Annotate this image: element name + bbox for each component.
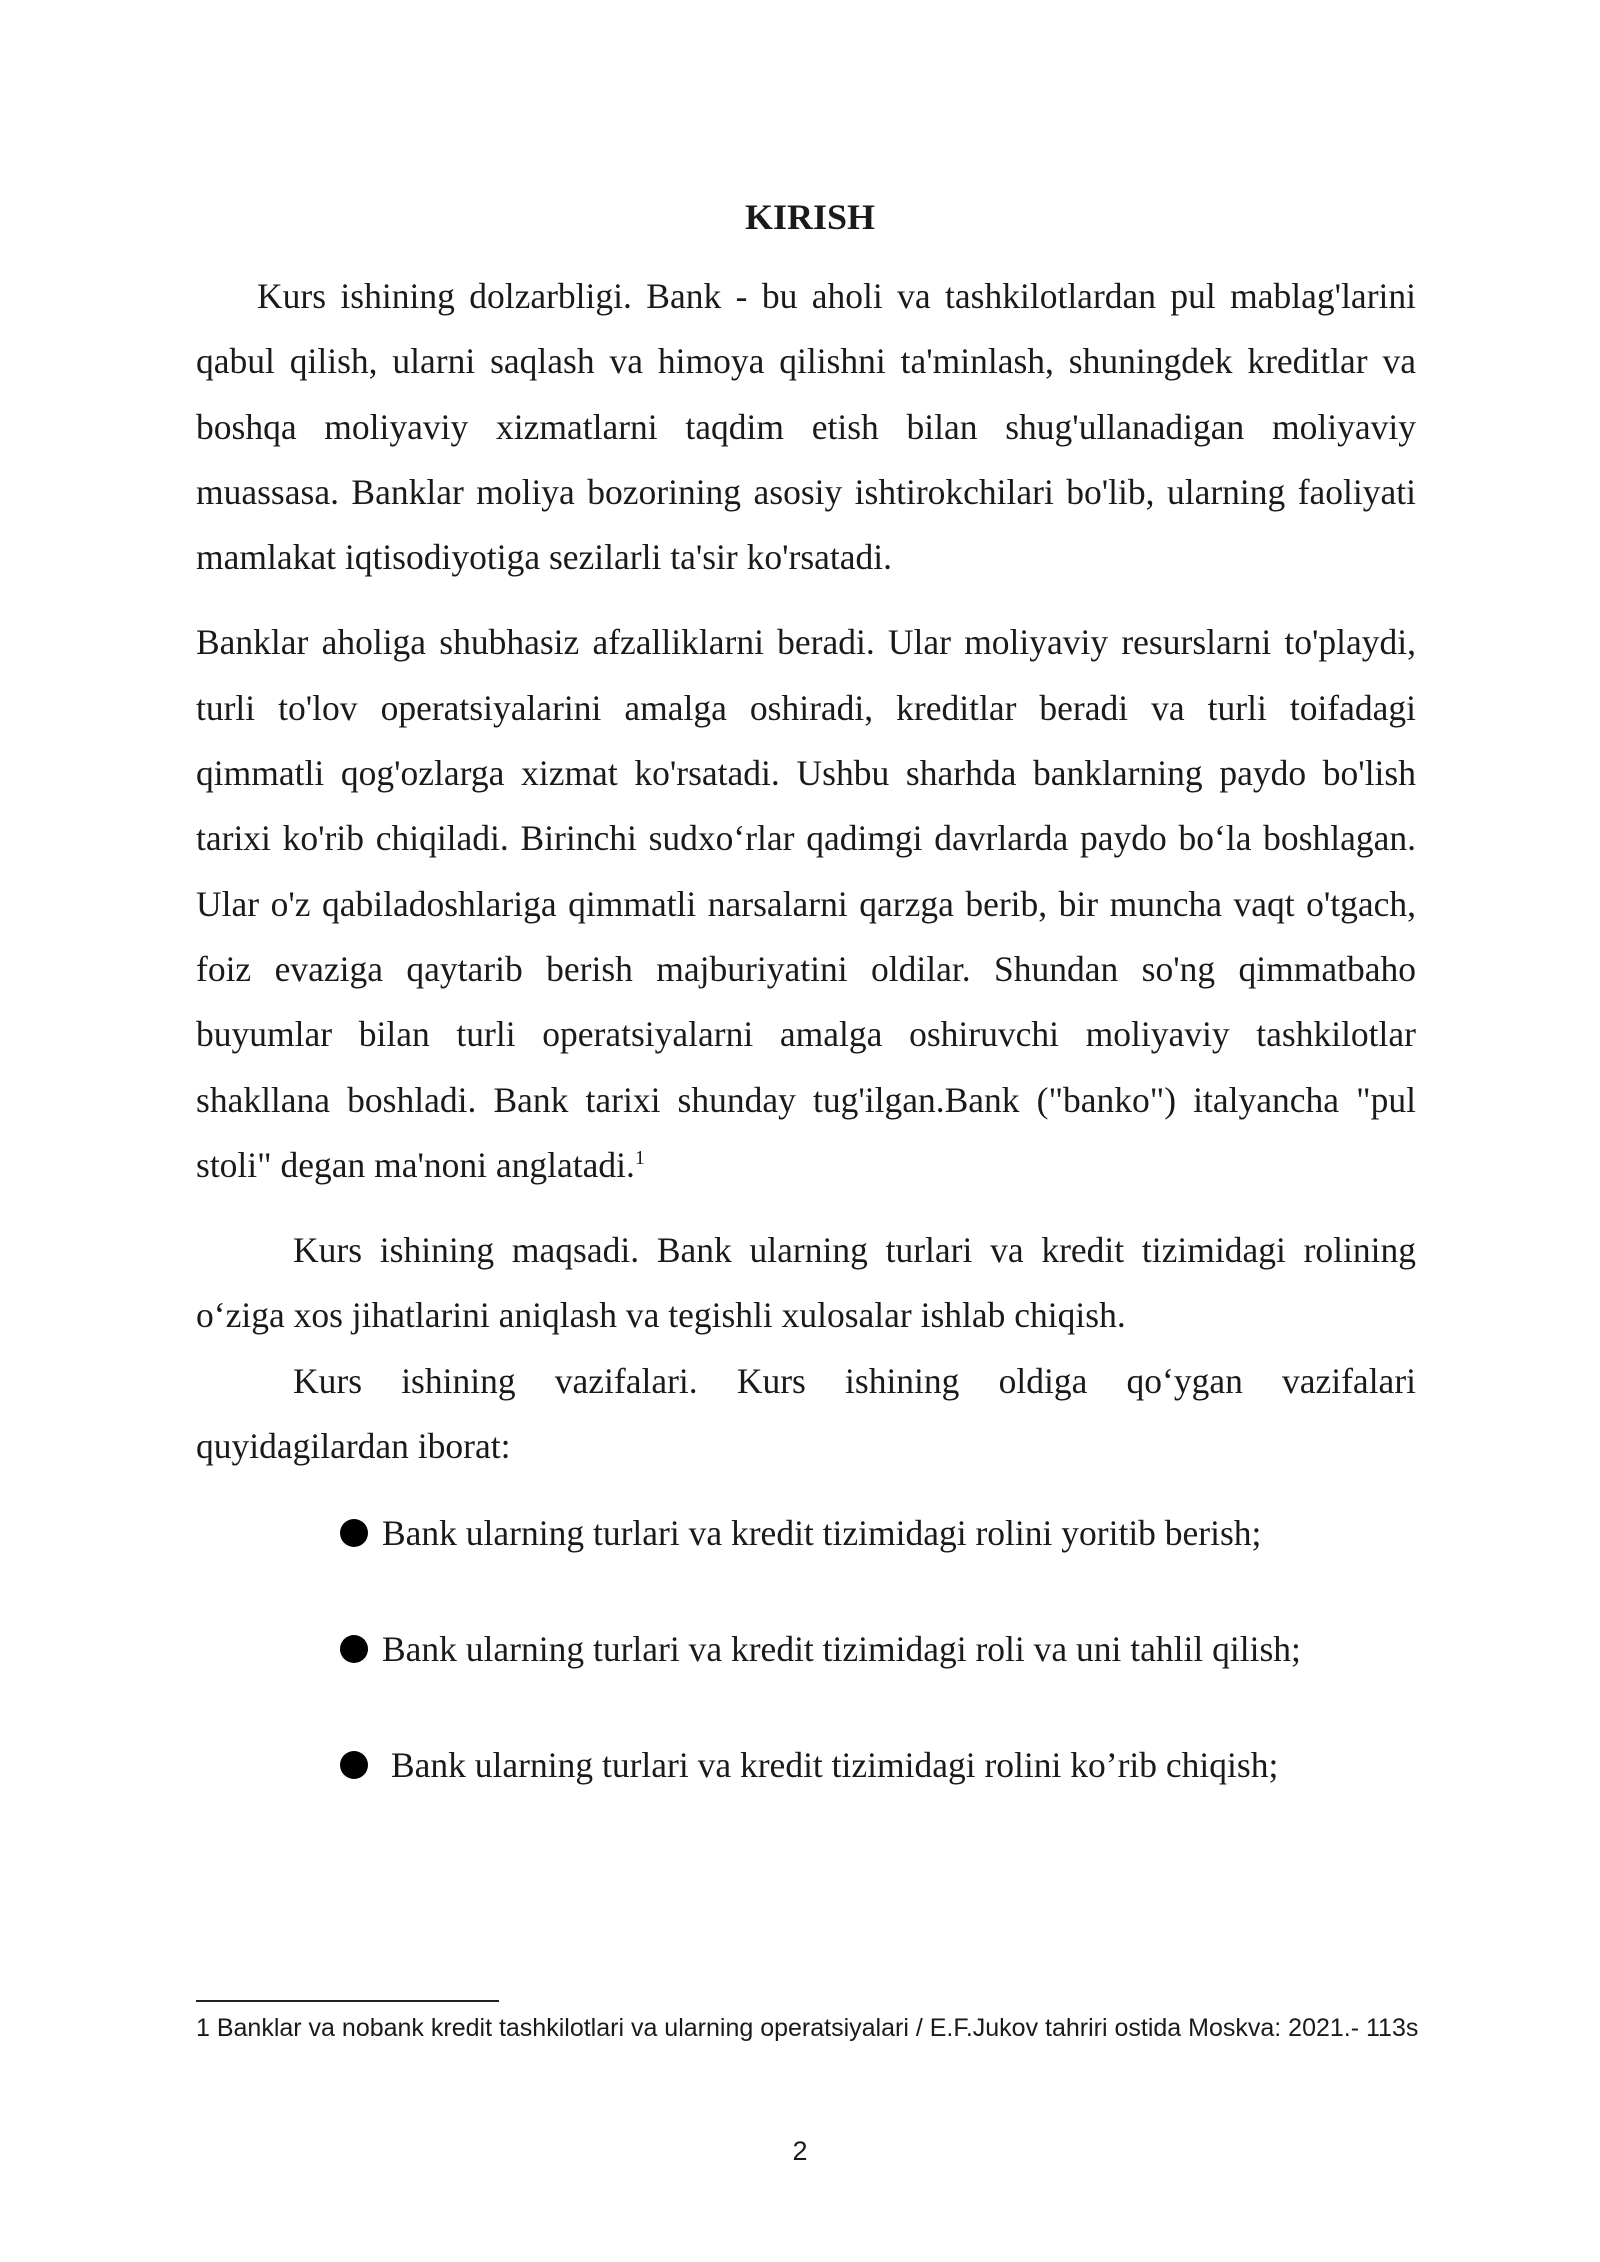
bullet-icon: [340, 1519, 368, 1547]
paragraph-history-text: Banklar aholiga shubhasiz afzalliklarni beradi. Ular moliyaviy resurslarni to'playdi, turli to'lov operatsiyalarini amalga oshiradi, kreditlar beradi va turli toifadagi qimmatli qog'ozlarga xizmat ko'rsatadi. Ushbu sharhda banklarning paydo bo'lish tarixi ko'rib chiqiladi. Birinchi sudxo‘rlar qadimgi davrlarda paydo bo‘la boshlagan. Ular o'z qabiladoshlariga qimmatli narsalarni qarzga berib, bir muncha vaqt o'tgach, foiz evaziga qaytarib berish majburiyatini oldilar. Shundan so'ng qimmatbaho buyumlar bilan turli operatsiyalarni amalga oshiruvchi moliyaviy tashkilotlar shakllana boshladi. Bank tarixi shunday tug'ilgan.Bank ("banko") italyancha "pul stoli" degan ma'noni anglatadi.: [196, 622, 1416, 1185]
list-item-text: Bank ularning turlari va kredit tizimidagi rolini ko’rib chiqish;: [391, 1745, 1279, 1785]
list-item-text: Bank ularning turlari va kredit tizimidagi rolini yoritib berish;: [382, 1513, 1262, 1553]
list-item: [340, 1740, 1440, 1790]
footnote-text: 1 Banklar va nobank kredit tashkilotlari va ularning operatsiyalari / E.F.Jukov tahriri ostida Moskva: 2021.- 113s: [196, 2014, 1419, 2042]
list-item: [340, 1624, 1440, 1674]
paragraph-relevance: Kurs ishining dolzarbligi. Bank - bu aholi va tashkilotlardan pul mablag'larini qabul qilish, ularni saqlash va himoya qilishni ta'minlash, shuningdek kreditlar va boshqa moliyaviy xizmatlarni taqdim etish bilan shug'ullanadigan moliyaviy muassasa. Banklar moliya bozorining asosiy ishtirokchilari bo'lib, ularning faoliyati mamlakat iqtisodiyotiga sezilarli ta'sir ko'rsatadi.: [196, 276, 1416, 578]
page-content: [196, 192, 1416, 1499]
bullet-icon: [340, 1635, 368, 1663]
paragraph-goal: Kurs ishining maqsadi. Bank ularning turlari va kredit tizimidagi rolining o‘ziga xos jihatlarini aniqlash va tegishli xulosalar ishlab chiqish.: [196, 1230, 1416, 1336]
page-title: KIRISH: [744, 197, 876, 237]
bullet-icon: [340, 1751, 368, 1779]
list-item-text: Bank ularning turlari va kredit tizimidagi roli va uni tahlil qilish;: [382, 1629, 1301, 1669]
paragraph-tasks: Kurs ishining vazifalari. Kurs ishining oldiga qo‘ygan vazifalari quyidagilardan iborat:: [196, 1360, 1416, 1467]
footnote-reference[interactable]: 1: [634, 1147, 645, 1170]
task-list: [340, 1508, 1440, 1856]
list-item: [340, 1508, 1440, 1558]
page-number: 2: [792, 2136, 808, 2166]
footnote-divider: [196, 2000, 499, 2002]
paragraph-history: [196, 610, 1416, 1198]
